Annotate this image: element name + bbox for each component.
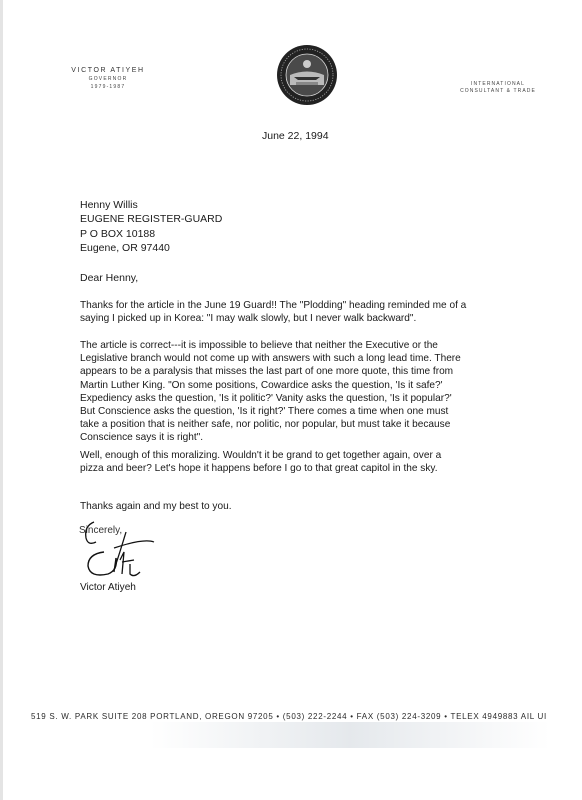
text-line: But Conscience asks the question, 'Is it right?' There comes a time when one must [80,406,449,418]
address-line: P O BOX 10188 [80,227,156,240]
handwritten-signature [74,512,164,584]
text-line: Conscience says it is right". [80,432,204,444]
text-line: appears to be a paralysis that misses the last part of one more quote, this time from [80,366,454,378]
closing-line: Thanks again and my best to you. [80,501,232,512]
scan-edge [0,0,3,800]
letterhead-name: VICTOR ATIYEH [71,67,145,74]
text-line: The article is correct---it is impossible to believe that neither the Executive or the [80,340,438,351]
letterhead-left [68,67,148,91]
salutation: Dear Henny, [80,272,139,284]
text-line: Martin Luther King. "On some positions, Cowardice asks the question, 'Is it safe?' [80,379,443,391]
scan-smudge [150,722,550,748]
signer-name: Victor Atiyeh [80,582,136,593]
text-line: Well, enough of this moralizing. Wouldn't it be grand to get together again, over a [80,450,442,461]
text-line: Expediency asks the question, 'Is it politic?' Vanity asks the question, 'Is it popular?' [80,392,452,404]
letterhead-right-line1: INTERNATIONAL [471,81,525,87]
letterhead-right-line2: CONSULTANT & TRADE [460,88,536,94]
address-line: Eugene, OR 97440 [80,242,170,255]
letterhead-right [452,81,544,95]
recipient-address [80,198,222,256]
text-line: take a position that is neither safe, nor politic, nor popular, but must take it because [80,419,451,431]
letterhead-footer: 519 S. W. PARK SUITE 208 PORTLAND, OREGON 97205 • (503) 222-2244 • FAX (503) 224-3209 • TELEX 4949883 AIL UI [31,712,547,721]
text-line: Legislative branch would not come up with answers with such a long lead time. There [80,353,461,365]
oregon-seal-icon [276,44,338,106]
letter-date: June 22, 1994 [262,130,329,142]
letterhead-title: GOVERNOR [88,76,128,82]
address-line: EUGENE REGISTER-GUARD [80,213,223,226]
paragraph-2 [80,339,461,445]
paragraph-1 [80,299,466,325]
text-line: saying I picked up in Korea: "I may walk slowly, but I never walk backward". [80,313,417,325]
signature-sincerely: Sincerely, [79,525,123,536]
letterhead-years: 1979-1987 [90,84,126,90]
text-line: Thanks for the article in the June 19 Guard!! The "Plodding" heading reminded me of a [80,300,467,311]
address-line: Henny Willis [80,199,138,211]
text-line: pizza and beer? Let's hope it happens before I go to that great capitol in the sky. [80,463,438,475]
paragraph-3 [80,449,441,475]
